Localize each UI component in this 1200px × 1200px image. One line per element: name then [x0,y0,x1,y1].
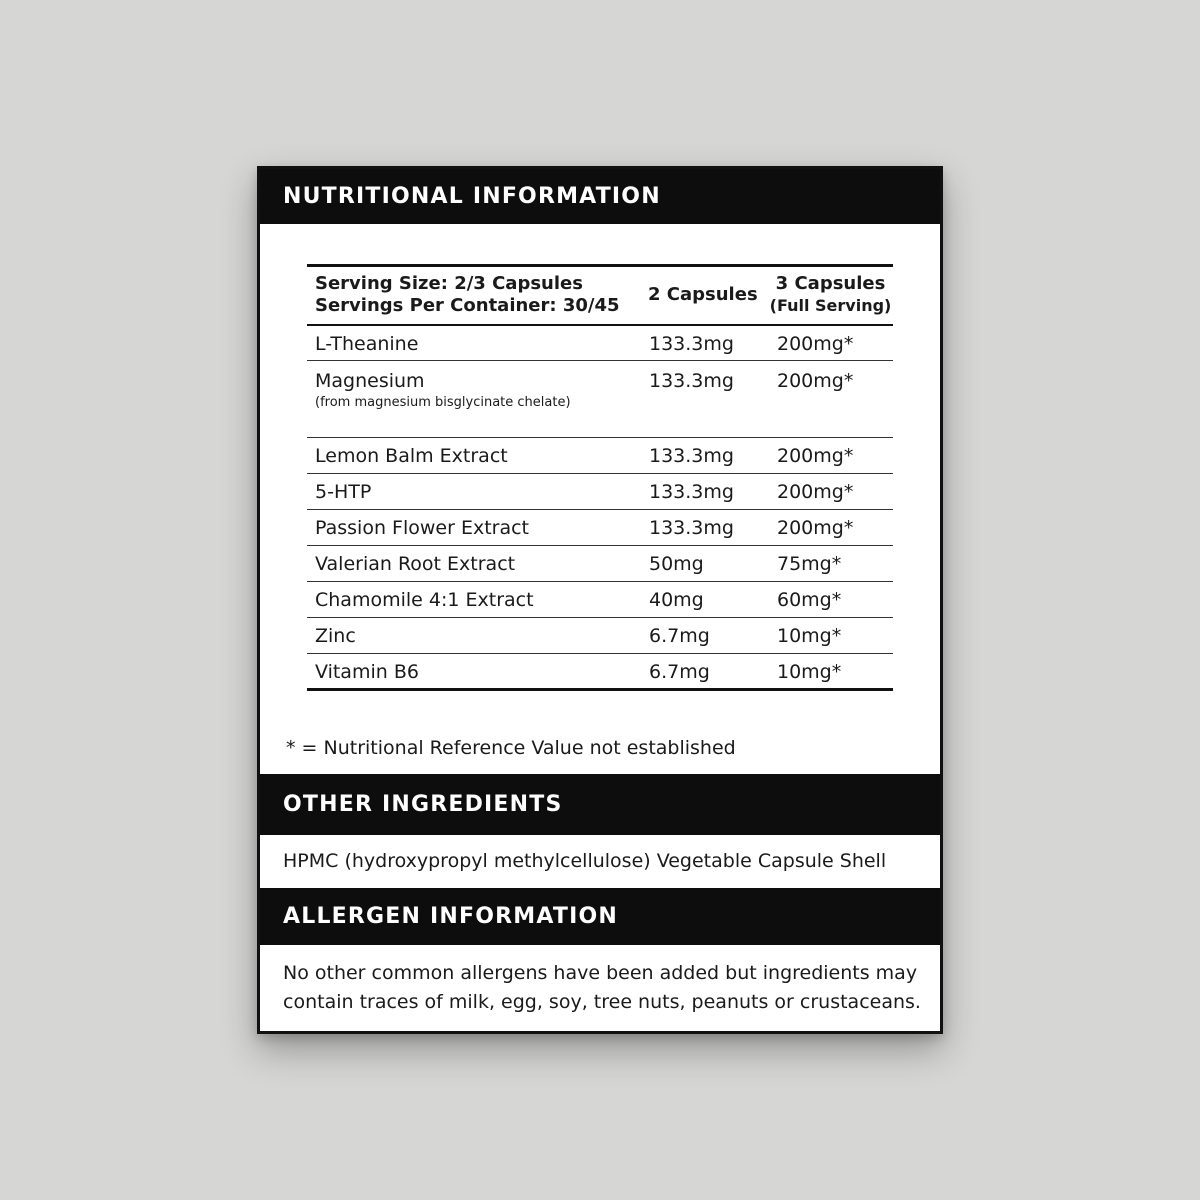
table-row [307,325,893,361]
amount-three-capsules: 60mg* [768,582,893,618]
table-row [307,510,893,546]
ingredient-name: 5-HTP [307,474,640,510]
table-row [307,361,893,438]
amount-two-capsules: 133.3mg [640,438,768,474]
other-ingredients-header [260,774,940,835]
amount-three-capsules: 200mg* [768,361,893,438]
amount-two-capsules: 6.7mg [649,661,710,683]
serving-size: Serving Size: 2/3 Capsules [315,273,583,295]
nrv-footnote: * = Nutritional Reference Value not established [286,737,736,759]
table-row [307,654,893,690]
ingredient-name: Passion Flower Extract [307,510,640,546]
table-row [307,582,893,618]
ingredient-name: Valerian Root Extract [307,546,640,582]
ingredient-source-note: (from magnesium bisglycinate chelate) [315,395,571,410]
amount-two-capsules: 133.3mg [640,474,768,510]
table-row [307,438,893,474]
serving-info-header [307,266,640,325]
amount-three-capsules: 200mg* [768,325,893,361]
amount-two-capsules: 133.3mg [640,325,768,361]
full-serving-label: (Full Serving) [769,296,892,316]
servings-per-container: Servings Per Container: 30/45 [315,295,620,317]
amount-two-capsules: 133.3mg [640,361,768,438]
amount-three-capsules: 200mg* [768,510,893,546]
three-capsules-label: 3 Capsules [775,273,886,295]
allergen-information-text: No other common allergens have been added but ingredients may contain traces of milk, egg, soy, tree nuts, peanuts or crustaceans. [283,962,921,1013]
two-capsules-header: 2 Capsules [640,266,768,325]
amount-three-capsules: 10mg* [768,618,893,654]
nutritional-information-header [260,169,940,224]
supplement-label [257,166,943,1034]
table-row [307,546,893,582]
amount-two-capsules: 133.3mg [640,510,768,546]
amount-three-capsules: 10mg* [777,661,842,683]
ingredient-name: L-Theanine [307,325,640,361]
ingredient-cell [307,361,640,438]
amount-three-capsules: 75mg* [768,546,893,582]
table-row [307,474,893,510]
nutrition-facts-table [307,264,893,691]
ingredient-name: Lemon Balm Extract [307,438,640,474]
allergen-information-title: ALLERGEN INFORMATION [283,904,618,929]
amount-three-capsules: 200mg* [768,438,893,474]
ingredient-name: Magnesium [315,370,425,392]
ingredient-name: Chamomile 4:1 Extract [307,582,640,618]
allergen-information-header [260,888,940,945]
amount-two-capsules: 40mg [640,582,768,618]
table-header-row [307,266,893,325]
table-row [307,618,893,654]
other-ingredients-text: HPMC (hydroxypropyl methylcellulose) Vegetable Capsule Shell [283,850,887,872]
amount-three-capsules: 200mg* [768,474,893,510]
amount-two-capsules: 6.7mg [640,618,768,654]
three-capsules-header [768,266,893,325]
ingredient-name: Zinc [307,618,640,654]
amount-two-capsules: 50mg [640,546,768,582]
nutritional-information-title: NUTRITIONAL INFORMATION [283,184,661,209]
other-ingredients-title: OTHER INGREDIENTS [283,792,563,817]
ingredient-name: Vitamin B6 [315,661,419,683]
